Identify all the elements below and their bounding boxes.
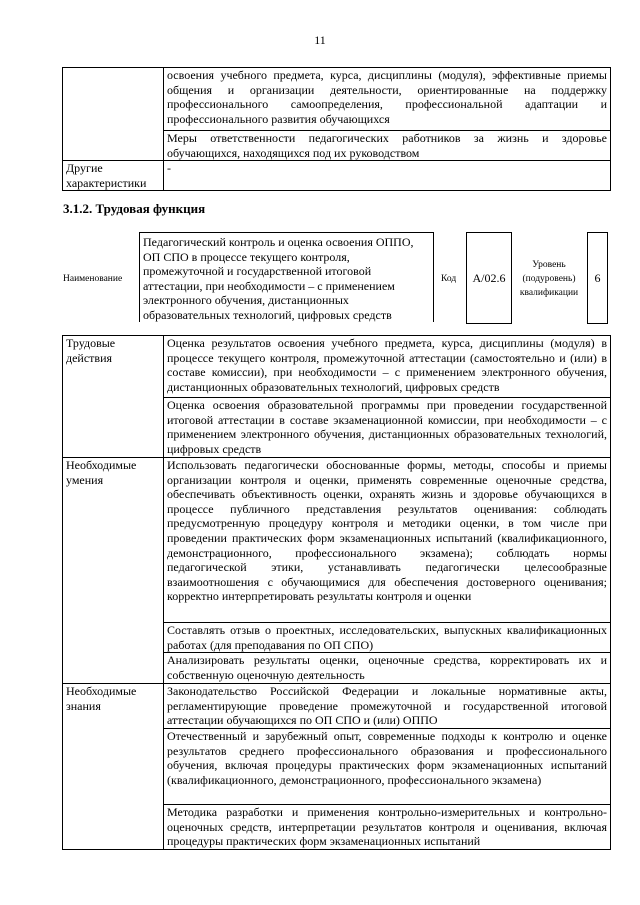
skill-cell: Анализировать результаты оценки, оценочные средства, корректировать их и собственную оценочную деятельность: [164, 653, 611, 684]
level-box: [587, 232, 608, 324]
labor-action-cell: Оценка освоения образовательной программы при проведении государственной итоговой аттестации в составе экзаменационной комиссии, при необходимости – с применением электронного обучения, дистанционных образовательных технологий, цифровых средств: [164, 398, 611, 458]
main-table: [62, 335, 611, 850]
skill-cell: Составлять отзыв о проектных, исследовательских, выпускных квалификационных работах (для преподавания по ОП СПО): [164, 623, 611, 653]
function-name-box: [139, 232, 434, 322]
name-label: Наименование: [63, 274, 123, 284]
continuation-table: [62, 67, 611, 191]
skill-cell: Использовать педагогически обоснованные формы, методы, способы и приемы организации контроля и оценки, применять современные оценочные средства, обеспечивать объективность оценки, охранять жизнь и здоровье обучающихся в процессе публичного представления результатов оценивания: соблюдать предусмотренную процедуру контроля и методики оценки, в том числе при проведении практических форм экзаменационных испытаний (квалификационного, демонстрационного, профессионального экзамена); соблюдать нормы педагогической этики, устанавливать педагогически целесообразные взаимоотношения с обучающимися для обеспечения достоверного оценивания; корректно интерпретировать результаты контроля и оценки: [164, 458, 611, 623]
knowledge-cell: Отечественный и зарубежный опыт, современные подходы к контролю и оценке результатов среднего профессионального образования и профессионального обучения, включая процедуры практических форм экзаменационных испытаний (квалификационного, демонстрационного, профессионального экзамена): [164, 729, 611, 805]
row-label-empty: [63, 68, 164, 161]
labor-action-cell: Оценка результатов освоения учебного предмета, курса, дисциплины (модуля) в процессе текущего контроля, промежуточной аттестации (самостоятельно и (или) в составе комиссии), при необходимости – с применением электронного обучения, дистанционных образовательных технологий, цифровых средств: [164, 336, 611, 398]
skills-label: Необходимые умения: [63, 458, 164, 684]
page-number: 11: [314, 33, 326, 47]
knowledge-label: Необходимые знания: [63, 684, 164, 850]
knowledge-cell: Методика разработки и применения контрольно-измерительных и контрольно-оценочных средств, интерпретации результатов контроля и оценивания, включая процедуры практических форм экзаменационных испытаний: [164, 805, 611, 850]
knowledge-cell: освоения учебного предмета, курса, дисциплины (модуля), эффективные приемы общения и организации деятельности, ориентированные на поддержку профессионального самоопределения, профессиональной адаптации и профессионального развития обучающихся: [164, 68, 611, 131]
other-characteristics-label: Другие характеристики: [63, 161, 164, 191]
knowledge-cell: Меры ответственности педагогических работников за жизнь и здоровье обучающихся, находящихся под их руководством: [164, 131, 611, 161]
function-name: Педагогический контроль и оценка освоения ОППО, ОП СПО в процессе текущего контроля, промежуточной и государственной итоговой аттестации, при необходимости – с применением электронного обучения, дистанционных образовательных технологий, цифровых средств: [143, 235, 414, 322]
code-value: А/02.6: [472, 270, 506, 285]
code-label: Код: [441, 274, 457, 284]
level-value: 6: [594, 270, 601, 285]
other-characteristics-value: -: [164, 161, 611, 191]
code-box: [466, 232, 512, 324]
section-title: 3.1.2. Трудовая функция: [63, 201, 206, 216]
level-label: Уровень (подуровень) квалификации: [519, 260, 579, 298]
knowledge-cell: Законодательство Российской Федерации и локальные нормативные акты, регламентирующие проведение промежуточной и государственной итоговой аттестации обучающихся по ОП СПО и (или) ОППО: [164, 684, 611, 729]
labor-actions-label: Трудовые действия: [63, 336, 164, 458]
